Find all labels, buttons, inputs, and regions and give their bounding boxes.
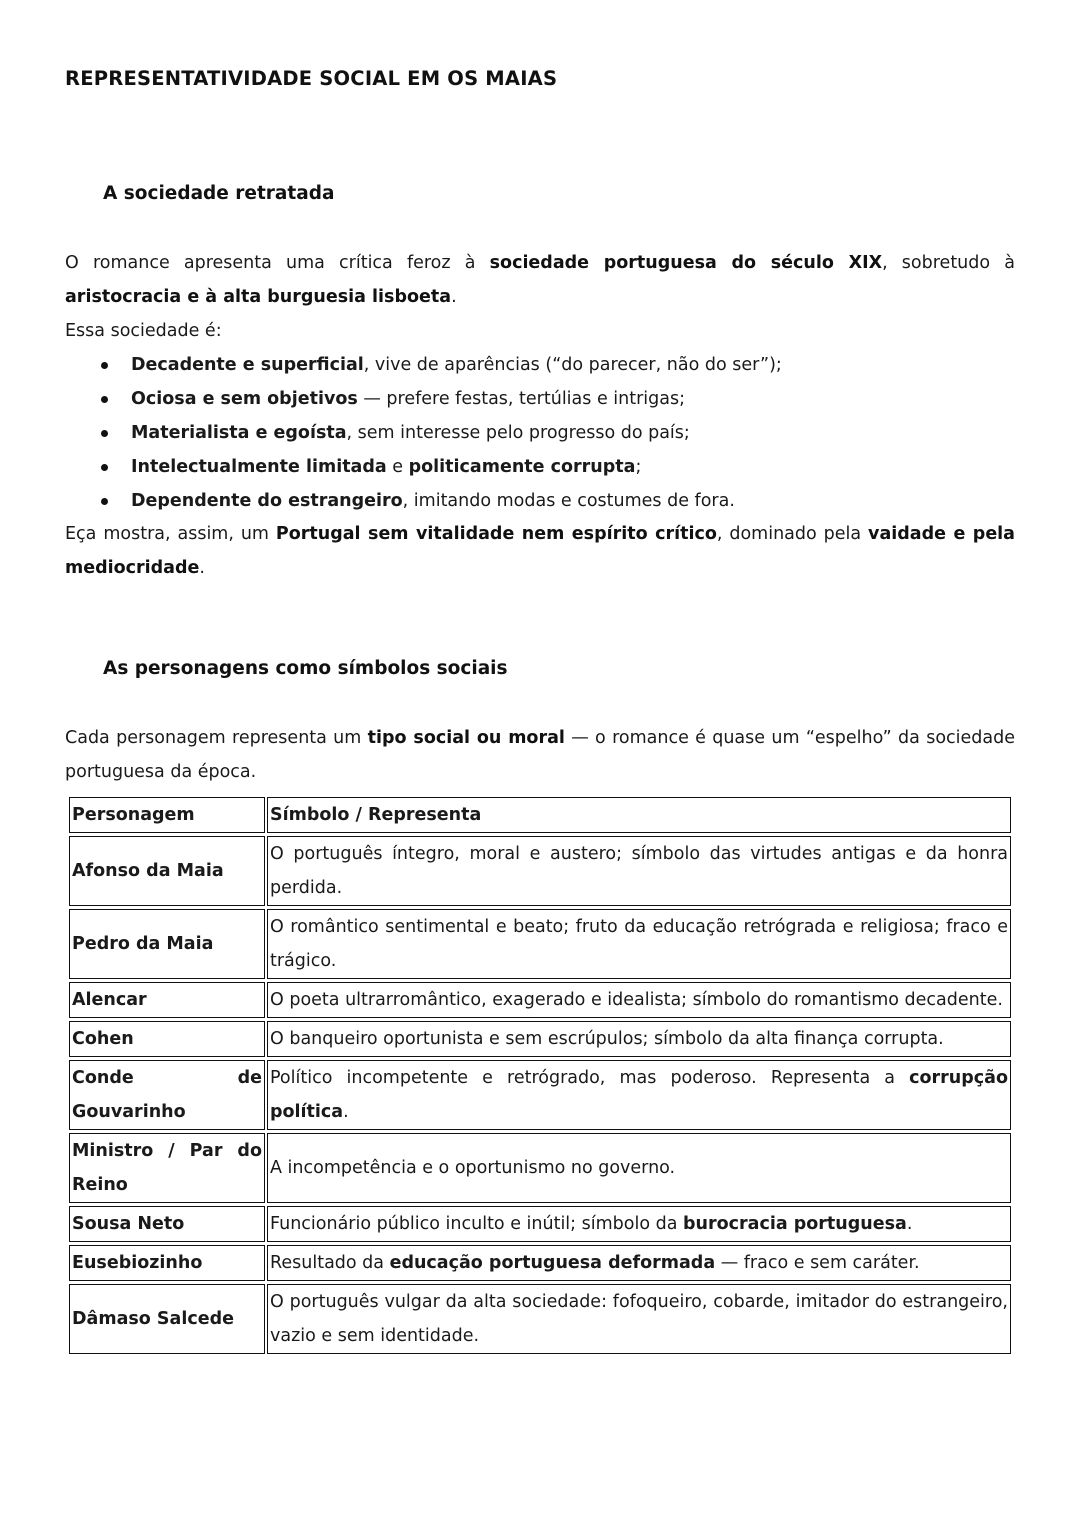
character-name: Afonso da Maia	[69, 836, 265, 906]
character-name: Dâmaso Salcede	[69, 1284, 265, 1354]
table-row	[69, 1133, 1011, 1203]
character-symbol: A incompetência e o oportunismo no governo.	[267, 1133, 1011, 1203]
document-title: REPRESENTATIVIDADE SOCIAL EM OS MAIAS	[65, 67, 558, 90]
character-symbol: O romântico sentimental e beato; fruto da educação retrógrada e religiosa; fraco e trágico.	[267, 909, 1011, 979]
character-name: Sousa Neto	[69, 1206, 265, 1242]
section-heading-society: A sociedade retratada	[103, 183, 335, 204]
table-row	[69, 982, 1011, 1018]
character-symbol: O poeta ultrarromântico, exagerado e idealista; símbolo do romantismo decadente.	[267, 982, 1011, 1018]
character-symbol: O português vulgar da alta sociedade: fofoqueiro, cobarde, imitador do estrangeiro, vazio e sem identidade.	[267, 1284, 1011, 1354]
character-name: Conde de Gouvarinho	[69, 1060, 265, 1130]
character-name: Alencar	[69, 982, 265, 1018]
header-cell-character: Personagem	[69, 797, 265, 833]
list-item: Intelectualmente limitada e politicamente corrupta;	[65, 450, 782, 484]
characters-intro-paragraph: Cada personagem representa um tipo social ou moral — o romance é quase um “espelho” da sociedade portuguesa da época.	[65, 728, 1015, 782]
characters-table	[67, 794, 1013, 1357]
society-traits-list	[65, 348, 782, 518]
list-item: Dependente do estrangeiro, imitando modas e costumes de fora.	[65, 484, 782, 518]
character-symbol: O português íntegro, moral e austero; símbolo das virtudes antigas e da honra perdida.	[267, 836, 1011, 906]
character-name: Ministro / Par do Reino	[69, 1133, 265, 1203]
header-cell-symbol: Símbolo / Representa	[267, 797, 1011, 833]
table-row	[69, 1206, 1011, 1242]
section-heading-characters: As personagens como símbolos sociais	[103, 658, 508, 679]
society-conclusion-paragraph: Eça mostra, assim, um Portugal sem vitalidade nem espírito crítico, dominado pela vaidade e pela mediocridade.	[65, 524, 1015, 578]
table-row	[69, 1060, 1011, 1130]
list-item: Materialista e egoísta, sem interesse pelo progresso do país;	[65, 416, 782, 450]
character-symbol: Funcionário público inculto e inútil; símbolo da burocracia portuguesa.	[267, 1206, 1011, 1242]
table-row	[69, 1245, 1011, 1281]
list-item: Ociosa e sem objetivos — prefere festas, tertúlias e intrigas;	[65, 382, 782, 416]
table-row	[69, 1284, 1011, 1354]
character-name: Cohen	[69, 1021, 265, 1057]
table-row	[69, 909, 1011, 979]
list-item: Decadente e superficial, vive de aparências (“do parecer, não do ser”);	[65, 348, 782, 382]
character-name: Eusebiozinho	[69, 1245, 265, 1281]
society-intro-paragraph: O romance apresenta uma crítica feroz à sociedade portuguesa do século XIX, sobretudo à aristocracia e à alta burguesia lisboeta.	[65, 253, 1015, 307]
table-header-row	[69, 797, 1011, 833]
character-name: Pedro da Maia	[69, 909, 265, 979]
table-row	[69, 1021, 1011, 1057]
character-symbol: O banqueiro oportunista e sem escrúpulos; símbolo da alta finança corrupta.	[267, 1021, 1011, 1057]
society-lead-line: Essa sociedade é:	[65, 321, 222, 341]
table-row	[69, 836, 1011, 906]
character-symbol: Resultado da educação portuguesa deformada — fraco e sem caráter.	[267, 1245, 1011, 1281]
character-symbol: Político incompetente e retrógrado, mas poderoso. Representa a corrupção política.	[267, 1060, 1011, 1130]
